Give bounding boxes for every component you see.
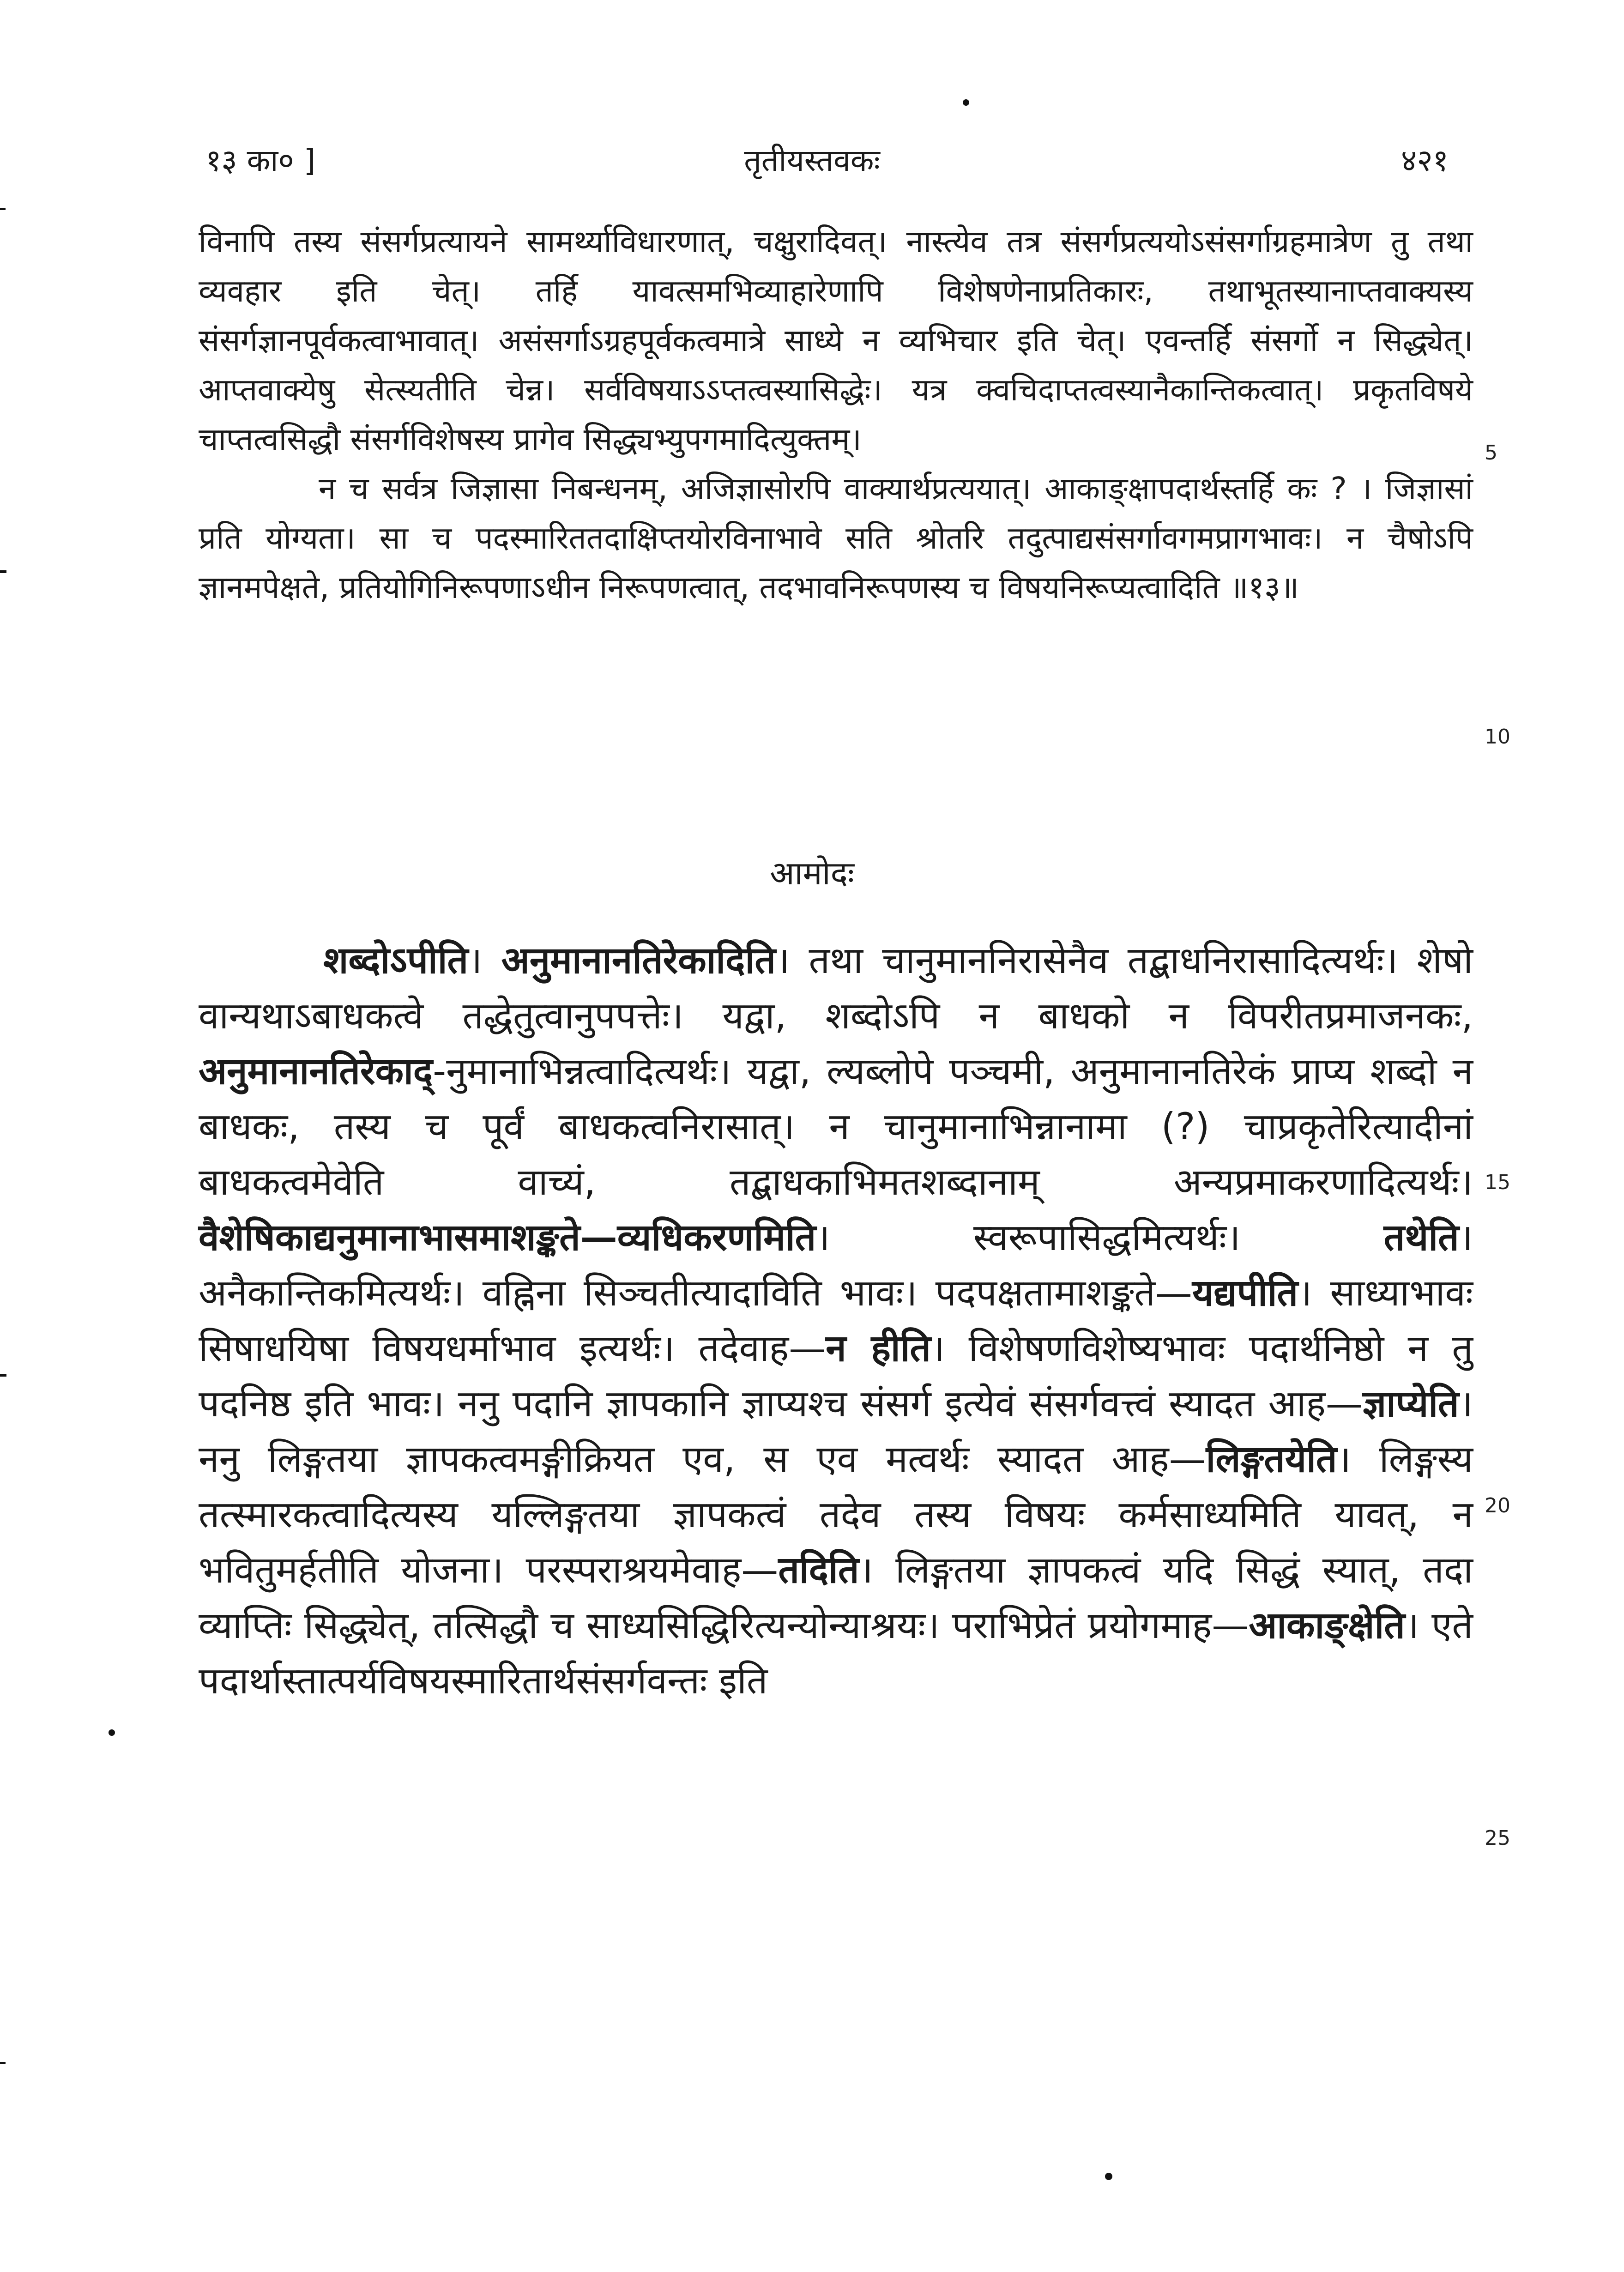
gloss: । एते पदार्थास्तात्पर्यविषयस्मारितार्थसंसर्गवन्तः इति — [199, 1604, 1473, 1702]
gloss: -नुमानाभिन्नत्वादित्यर्थः। यद्वा, ल्यब्लोपे पञ्चमी, अनुमानानतिरेकं प्राप्य शब्दो न बाधकः, तस्य च पूर्वं बाधकत्वनिरासात्। न चानुमानाभिन्नानामा (?) चाप्रकृतेरित्यादीनां बाधकत्वमेवेति वाच्यं, तद्बाधकाभिमतशब्दानाम् अन्यप्रमाकरणादित्यर्थः। — [199, 1050, 1473, 1203]
lemma: अनुमानानतिरेकाद् — [199, 1050, 433, 1093]
line-number-5: 5 — [1485, 441, 1497, 465]
line-number-25: 25 — [1485, 1826, 1510, 1850]
gloss: । तथा चानुमाननिरासेनैव तद्बाधनिरासादित्यर्थः। शेषो वान्यथाऽबाधकत्वे तद्धेतुत्वानुपपत्तेः। यद्वा, शब्दोऽपि न बाधको न विपरीतप्रमाजनकः, — [199, 939, 1473, 1037]
ink-speck — [1105, 2173, 1112, 2180]
gloss: । स्वरूपासिद्धमित्यर्थः। — [816, 1216, 1384, 1259]
amoda-commentary — [199, 933, 1473, 1709]
gloss: । ननु लिङ्गतया ज्ञापकत्वमङ्गीक्रियत एव, स एव मत्वर्थः स्यादत आह— — [199, 1382, 1473, 1480]
commentary-paragraph-2: न च सर्वत्र जिज्ञासा निबन्धनम्, अजिज्ञासोरपि वाक्यार्थप्रत्ययात्। आकाङ्क्षापदार्थस्तर्हि कः ? । जिज्ञासां प्रति योग्यता। सा च पदस्मारिततदाक्षिप्तयोरविनाभावे सति श्रोतरि तदुत्पाद्यसंसर्गावगमप्रागभावः। न चैषोऽपि ज्ञानमपेक्षते, प्रतियोगिनिरूपणाऽधीन निरूपणत्वात्, तदभावनिरूपणस्य च विषयनिरूप्यत्वादिति ॥१३॥ — [199, 471, 1473, 605]
gloss: । अनैकान्तिकमित्यर्थः। वह्निना सिञ्चतीत्यादाविति भावः। पदपक्षतामाशङ्कते— — [199, 1216, 1473, 1314]
page-number: ४२१ — [1401, 143, 1449, 178]
edge-mark — [0, 1374, 6, 1377]
lemma: लिङ्गतयेति — [1206, 1438, 1337, 1480]
chapter-reference: १३ का० ] — [205, 143, 316, 178]
line-number-20: 20 — [1485, 1494, 1510, 1517]
commentary-text — [199, 217, 1473, 612]
section-heading: आमोदः — [770, 854, 854, 892]
lemma: यद्यपीति — [1192, 1271, 1298, 1314]
gloss: । साध्याभावः सिषाधयिषा विषयधर्माभाव इत्यर्थः। तदेवाह— — [199, 1271, 1473, 1370]
lemma: तदिति — [778, 1548, 859, 1591]
lemma: न हीति — [826, 1327, 931, 1370]
lemma: तथेति — [1383, 1216, 1459, 1259]
gloss: । विशेषणविशेष्यभावः पदार्थनिष्ठो न तु पदनिष्ठ इति भावः। ननु पदानि ज्ञापकानि ज्ञाप्यश्च संसर्ग इत्येवं संसर्गवत्त्वं स्यादत आह— — [199, 1327, 1473, 1425]
edge-mark — [0, 570, 6, 573]
commentary-paragraph-1: विनापि तस्य संसर्गप्रत्यायने सामर्थ्याविधारणात्, चक्षुरादिवत्। नास्त्येव तत्र संसर्गप्रत्ययोऽसंसर्गाग्रहमात्रेण तु तथा व्यवहार इति चेत्। तर्हि यावत्समभिव्याहारेणापि विशेषणेनाप्रतिकारः, तथाभूतस्यानाप्तवाक्यस्य संसर्गज्ञानपूर्वकत्वाभावात्। असंसर्गाऽग्रहपूर्वकत्वमात्रे साध्ये न व्यभिचार इति चेत्। एवन्तर्हि संसर्गो न सिद्ध्येत्। आप्तवाक्येषु सेत्स्यतीति चेन्न। सर्वविषयाऽऽप्तत्वस्यासिद्धेः। यत्र क्वचिदाप्तत्वस्यानैकान्तिकत्वात्। प्रकृतविषये चाप्तत्वसिद्धौ संसर्गविशेषस्य प्रागेव सिद्ध्यभ्युपगमादित्युक्तम्। — [199, 224, 1473, 457]
gloss: । — [468, 939, 501, 982]
running-title: तृतीयस्तवकः — [744, 143, 880, 178]
edge-mark — [0, 2062, 6, 2064]
lemma: शब्दोऽपीति — [323, 939, 469, 982]
lemma: वैशेषिकाद्यनुमानाभासमाशङ्कते—व्यधिकरणमिति — [199, 1216, 816, 1259]
ink-speck — [109, 1729, 115, 1736]
line-number-10: 10 — [1485, 725, 1510, 749]
lemma: अनुमानानतिरेकादिति — [501, 939, 776, 982]
amoda-paragraph — [199, 933, 1473, 1709]
ink-speck — [963, 99, 969, 106]
line-number-15: 15 — [1485, 1171, 1510, 1194]
gloss: । लिङ्गतया ज्ञापकत्वं यदि सिद्धं स्यात्, तदा व्याप्तिः सिद्ध्येत्, तत्सिद्धौ च साध्यसिद्धिरित्यन्योन्याश्रयः। पराभिप्रेतं प्रयोगमाह— — [199, 1548, 1473, 1647]
edge-mark — [0, 208, 6, 210]
lemma: ज्ञाप्येति — [1362, 1382, 1459, 1425]
gloss: । लिङ्गस्य तत्स्मारकत्वादित्यस्य यल्लिङ्गतया ज्ञापकत्वं तदेव तस्य विषयः कर्मसाध्यमिति यावत्, न भवितुमर्हतीति योजना। परस्पराश्रयमेवाह— — [199, 1438, 1473, 1591]
lemma: आकाङ्क्षेति — [1249, 1604, 1405, 1647]
